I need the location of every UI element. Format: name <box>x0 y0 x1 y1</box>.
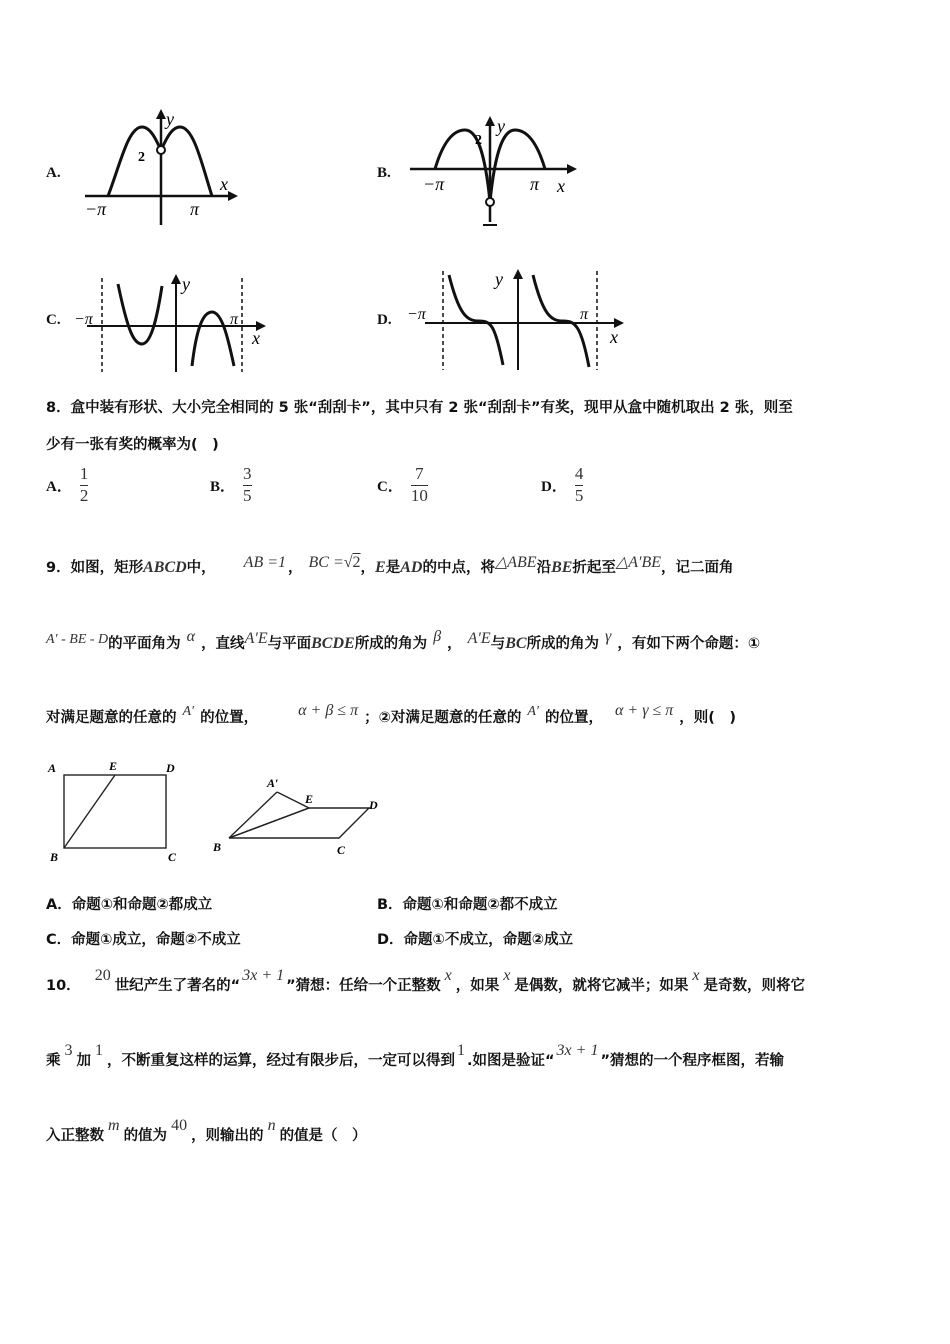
denominator: 10 <box>410 485 428 505</box>
option-d-label: D. <box>377 312 392 328</box>
tick-pi: π <box>230 311 239 328</box>
axis-x-label: x <box>252 328 260 348</box>
open-point <box>157 146 165 154</box>
label-c: C <box>337 843 346 857</box>
axis-y-label: y <box>166 109 174 129</box>
fraction <box>80 465 89 505</box>
axis-y-label: y <box>497 116 505 136</box>
q8-option-b-label: B． <box>210 478 236 495</box>
x-axis-arrow <box>567 164 577 174</box>
y-axis-arrow <box>171 274 181 284</box>
denominator: 2 <box>79 485 89 505</box>
graph-option-c <box>72 272 272 377</box>
q8-option-a <box>46 465 88 505</box>
q9-line-1: 9．如图，矩形 ABCD 中， AB =1 ， BC = √2 ， E 是 AD 的中点，将 △ABE 沿 BE 折起至 △A′BE ，记二面角 <box>46 554 734 576</box>
y-axis-arrow <box>485 116 495 126</box>
q9-line-3: 对满足题意的任意的 A′ 的位置， α + β ≤ π ；②对满足题意的任意的 A′ 的位置， α + γ ≤ π ，则( ) <box>46 702 737 726</box>
tick-pi: π <box>580 306 589 323</box>
axis-y-label: y <box>495 269 503 289</box>
q8-option-a-label: A． <box>46 478 72 495</box>
segment-a-b <box>229 792 277 838</box>
graph-option-a <box>80 105 250 230</box>
graph-option-d <box>405 265 630 375</box>
label-d: D <box>166 761 175 775</box>
denominator: 5 <box>574 485 584 505</box>
tick-neg-pi: −π <box>423 174 445 194</box>
y-axis-arrow <box>156 109 166 119</box>
label-d: D <box>369 798 378 812</box>
segment-be <box>229 808 309 838</box>
option-b-label: B. <box>377 165 391 181</box>
graph-option-b <box>405 112 585 230</box>
label-e: E <box>305 792 314 806</box>
tick-pi: π <box>190 199 200 219</box>
curve-right <box>192 312 234 366</box>
q9-figure-rectangle <box>44 755 204 867</box>
fraction <box>243 465 252 505</box>
tick-two: 2 <box>138 150 145 165</box>
option-c-label: C. <box>46 312 61 328</box>
curve-left <box>118 284 162 344</box>
q10-line-1: 10． 20 世纪产生了著名的“ 3x + 1 ”猜想：任给一个正整数 x ，如果 x 是偶数，就将它减半；如果 x 是奇数，则将它 <box>46 967 805 994</box>
tick-pi: π <box>530 174 540 194</box>
option-a-label: A. <box>46 165 61 181</box>
axis-y-label: y <box>182 274 190 294</box>
axis-x-label: x <box>557 176 565 196</box>
q9-line-2: A′ - BE - D 的平面角为 α ，直线 A′E 与平面 BCDE 所成的角为 β ， A′E 与 BC 所成的角为 γ ，有如下两个命题：① <box>46 628 761 652</box>
q8-option-c-label: C． <box>377 478 403 495</box>
axis-x-label: x <box>220 174 228 194</box>
q9-option-d: D．命题①不成立，命题②成立 <box>377 932 574 948</box>
fraction <box>575 465 584 505</box>
label-b: B <box>213 840 222 854</box>
numerator: 7 <box>415 464 424 483</box>
segment-be <box>64 775 115 848</box>
q8-option-b <box>210 465 252 505</box>
q9-option-a: A．命题①和命题②都成立 <box>46 897 213 913</box>
numerator: 1 <box>79 464 89 483</box>
tick-neg-pi: −π <box>407 306 426 323</box>
q9-option-c: C．命题①成立，命题②不成立 <box>46 932 241 948</box>
fraction <box>411 465 428 505</box>
q8-option-c <box>377 465 428 505</box>
q9-figure-folded <box>205 770 395 862</box>
open-point <box>486 198 494 206</box>
q8-line-1: 8．盒中装有形状、大小完全相同的 5 张“刮刮卡”，其中只有 2 张“刮刮卡”有奖，现甲从盒中随机取出 2 张，则至 <box>46 400 793 416</box>
axis-x-label: x <box>610 327 618 347</box>
q10-line-2: 乘 3 加 1 ，不断重复这样的运算，经过有限步后，一定可以得到 1 .如图是验证“ 3x + 1 ”猜想的一个程序框图，若输 <box>46 1042 784 1069</box>
tick-neg-pi: −π <box>85 199 107 219</box>
parallelogram-bcde <box>229 808 369 838</box>
q8-option-d <box>541 465 583 505</box>
numerator: 3 <box>243 464 252 483</box>
rectangle-abcd <box>64 775 166 848</box>
numerator: 4 <box>574 464 584 483</box>
q9-option-b: B．命题①和命题②都不成立 <box>377 897 558 913</box>
q10-line-3: 入正整数 m 的值为 40 ，则输出的 n 的值是（ ） <box>46 1117 367 1144</box>
label-c: C <box>168 850 177 864</box>
x-axis-arrow <box>228 191 238 201</box>
denominator: 5 <box>243 485 252 505</box>
tick-neg-pi: −π <box>74 311 93 328</box>
q8-option-d-label: D． <box>541 478 567 495</box>
label-e: E <box>109 759 118 773</box>
label-a-prime: A′ <box>267 776 279 790</box>
label-a: A <box>48 761 57 775</box>
y-axis-arrow <box>513 269 523 279</box>
label-b: B <box>50 850 59 864</box>
tick-two: 2 <box>475 133 482 148</box>
q8-line-2: 少有一张有奖的概率为( ) <box>46 437 219 453</box>
